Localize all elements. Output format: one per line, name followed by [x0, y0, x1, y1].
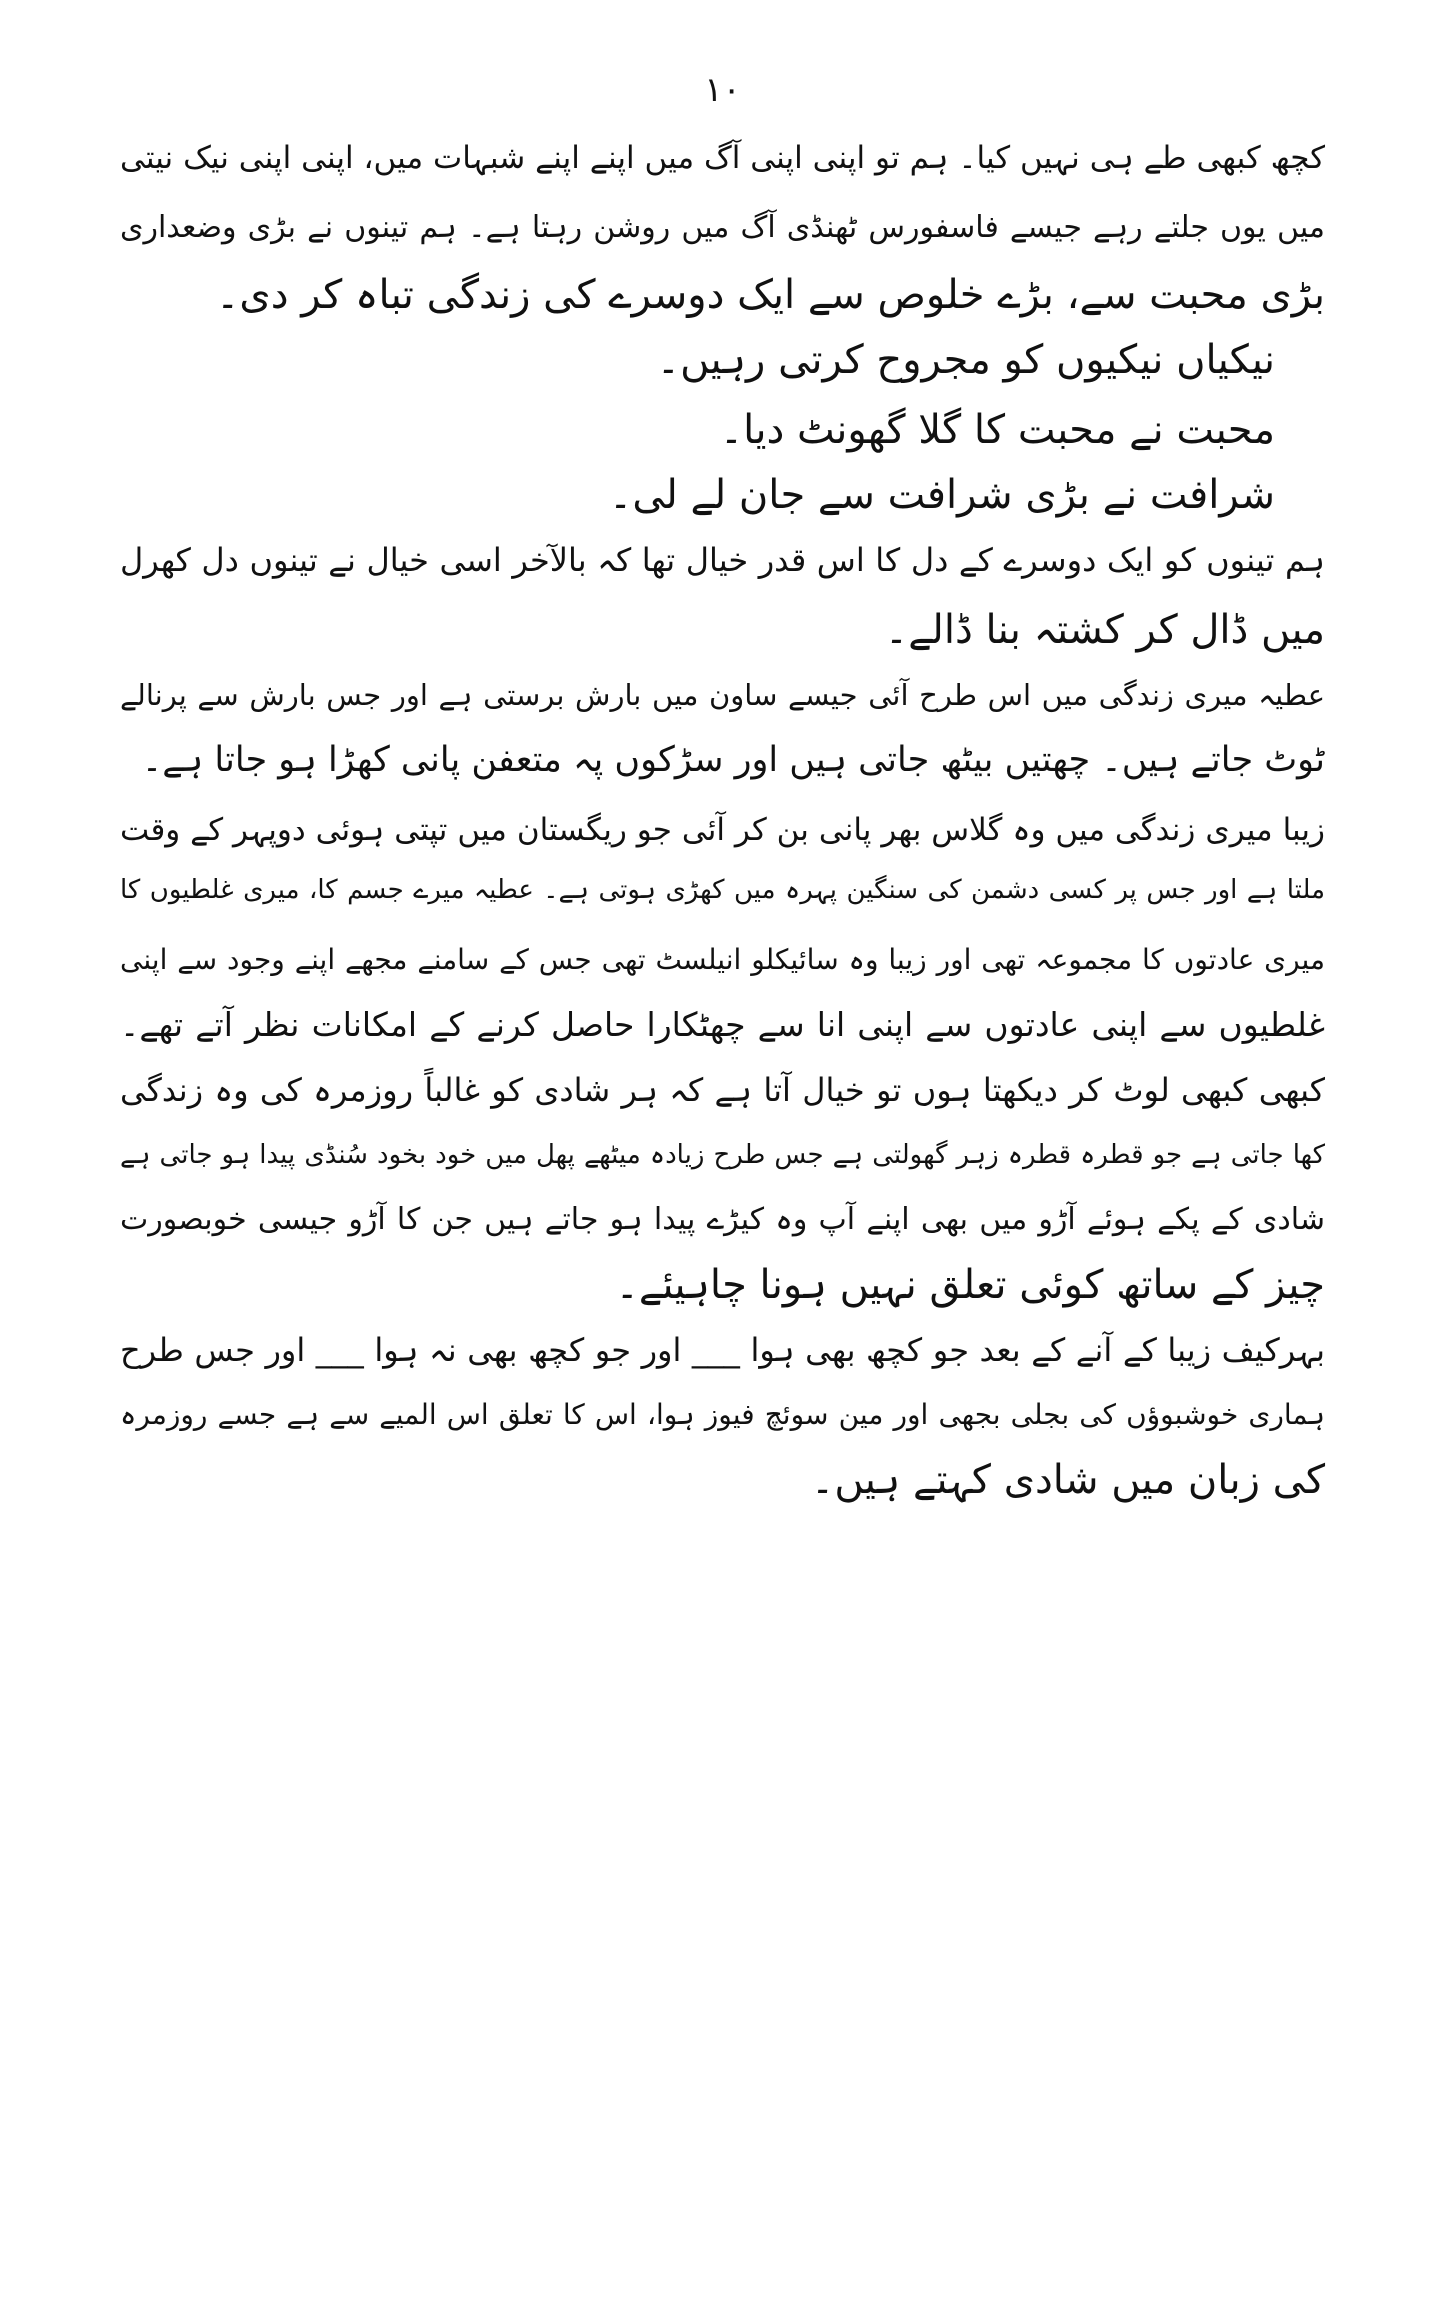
text-line: بہرکیف زیبا کے آنے کے بعد جو کچھ بھی ہوا ___ اور جو کچھ بھی نہ ہوا ___ اور جس طرح	[120, 1331, 1325, 1369]
text-line: ٹوٹ جاتے ہیں۔ چھتیں بیٹھ جاتی ہیں اور سڑکوں پہ متعفن پانی کھڑا ہو جاتا ہے۔	[141, 740, 1325, 780]
text-line: ہماری خوشبوؤں کی بجلی بجھی اور مین سوئچ فیوز ہوا، اس کا تعلق اس المیے سے ہے جسے روزمرہ	[120, 1398, 1325, 1431]
text-line: شادی کے پکے ہوئے آڑو میں بھی اپنے آپ وہ کیڑے پیدا ہو جاتے ہیں جن کا آڑو جیسی خوبصورت	[120, 1202, 1325, 1237]
text-line: چیز کے ساتھ کوئی تعلق نہیں ہونا چاہیئے۔	[615, 1262, 1325, 1308]
text-line: عطیہ میری زندگی میں اس طرح آئی جیسے ساون میں بارش برستی ہے اور جس بارش سے پرنالے	[120, 678, 1325, 712]
page-number: ۱۰	[704, 70, 741, 110]
text-line: ہم تینوں کو ایک دوسرے کے دل کا اس قدر خیال تھا کہ بالآخر اسی خیال نے تینوں دل کھرل	[120, 541, 1325, 579]
text-line: نیکیاں نیکیوں کو مجروح کرتی رہیں۔	[656, 337, 1275, 383]
text-line: شرافت نے بڑی شرافت سے جان لے لی۔	[608, 472, 1275, 518]
text-line: کبھی کبھی لوٹ کر دیکھتا ہوں تو خیال آتا ہے کہ ہر شادی کو غالباً روزمرہ کی وہ زندگی	[120, 1071, 1325, 1109]
text-line: میری عادتوں کا مجموعہ تھی اور زیبا وہ سائیکلو انیلسٹ تھی جس کے سامنے مجھے اپنے وجود سے اپنی	[120, 943, 1325, 976]
text-line: میں ڈال کر کشتہ بنا ڈالے۔	[884, 607, 1325, 653]
text-line: کچھ کبھی طے ہی نہیں کیا۔ ہم تو اپنی اپنی آگ میں اپنے اپنے شبہات میں، اپنی اپنی نیک نیتی	[120, 140, 1325, 176]
text-line: بڑی محبت سے، بڑے خلوص سے ایک دوسرے کی زندگی تباہ کر دی۔	[215, 272, 1325, 318]
text-line: ملتا ہے اور جس پر کسی دشمن کی سنگین پہرہ میں کھڑی ہوتی ہے۔ عطیہ میرے جسم کا، میری غلطیوں کا	[120, 875, 1325, 905]
text-line: غلطیوں سے اپنی عادتوں سے اپنی انا سے چھٹکارا حاصل کرنے کے امکانات نظر آتے تھے۔	[120, 1005, 1325, 1044]
text-line: محبت نے محبت کا گلا گھونٹ دیا۔	[719, 407, 1275, 453]
text-line: کی زبان میں شادی کہتے ہیں۔	[810, 1457, 1325, 1503]
text-line: کھا جاتی ہے جو قطرہ قطرہ زہر گھولتی ہے جس طرح زیادہ میٹھے پھل میں خود بخود سُنڈی پیدا ہو جاتی ہے	[120, 1140, 1325, 1170]
text-line: میں یوں جلتے رہے جیسے فاسفورس ٹھنڈی آگ میں روشن رہتا ہے۔ ہم تینوں نے بڑی وضعداری	[120, 210, 1325, 245]
text-line: زیبا میری زندگی میں وہ گلاس بھر پانی بن کر آئی جو ریگستان میں تپتی ہوئی دوپہر کے وقت	[120, 812, 1325, 848]
